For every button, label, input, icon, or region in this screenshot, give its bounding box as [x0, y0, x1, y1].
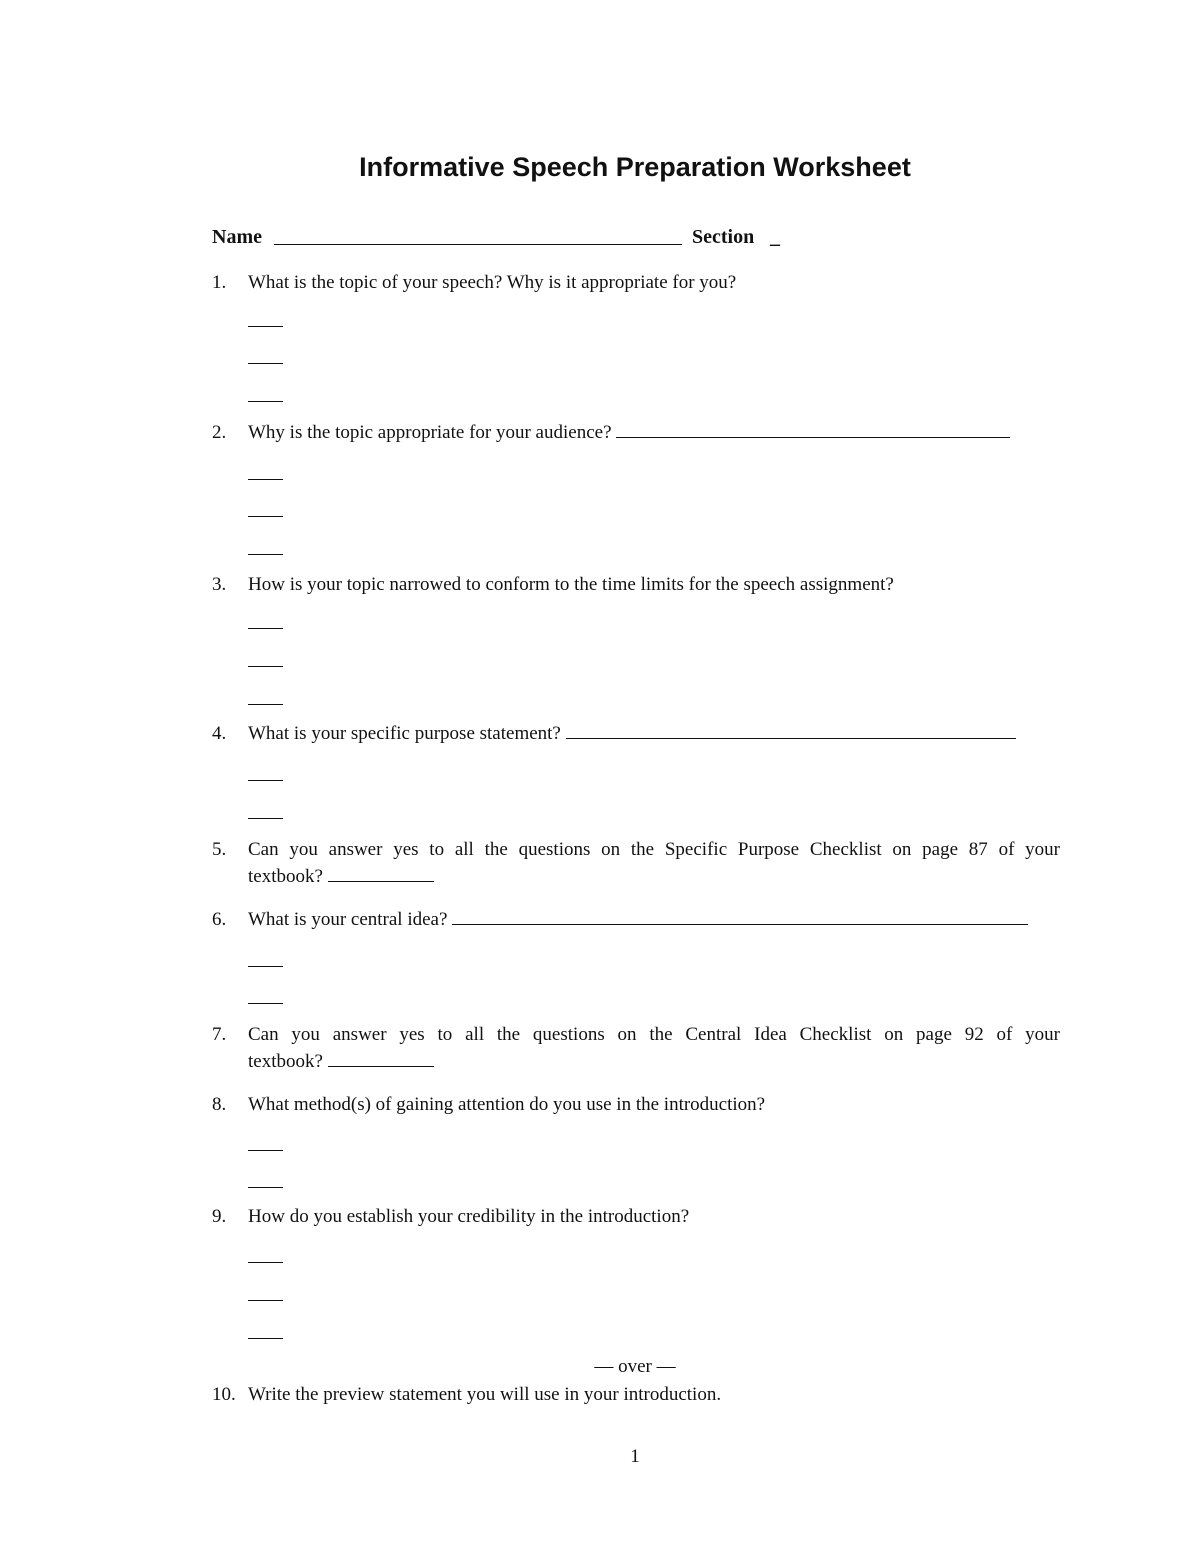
- answer-line[interactable]: [566, 722, 1016, 739]
- question-text: What is your specific purpose statement?: [248, 723, 561, 744]
- question-number: 5.: [212, 839, 227, 860]
- name-label: Name: [212, 226, 262, 248]
- question-text: How is your topic narrowed to conform to the time limits for the speech assignment?: [248, 574, 894, 595]
- answer-line[interactable]: [328, 1050, 434, 1067]
- question-number: 7.: [212, 1024, 227, 1045]
- question-text: Write the preview statement you will use in your introduction.: [248, 1384, 722, 1405]
- page-title: Informative Speech Preparation Worksheet: [359, 152, 911, 182]
- question-number: 4.: [212, 723, 227, 744]
- over-indicator: — over —: [594, 1356, 676, 1377]
- question-text: Can you answer yes to all the questions on the Central Idea Checklist on page 92 of your: [248, 1024, 1060, 1045]
- answer-line[interactable]: [452, 908, 1028, 925]
- answer-line[interactable]: [248, 704, 283, 705]
- answer-line[interactable]: [248, 1262, 283, 1263]
- question-number: 3.: [212, 574, 227, 595]
- answer-line[interactable]: [248, 479, 283, 480]
- question-text: What method(s) of gaining attention do you use in the introduction?: [248, 1094, 766, 1115]
- question-number: 10.: [212, 1384, 236, 1405]
- question-text: How do you establish your credibility in the introduction?: [248, 1206, 690, 1227]
- question-text-continued: textbook?: [248, 866, 323, 887]
- answer-line[interactable]: [248, 516, 283, 517]
- answer-line[interactable]: [248, 401, 283, 402]
- answer-line[interactable]: [248, 1187, 283, 1188]
- question-text: Can you answer yes to all the questions on the Specific Purpose Checklist on page 87 of your: [248, 839, 1060, 860]
- question-number: 2.: [212, 422, 227, 443]
- answer-line[interactable]: [328, 865, 434, 882]
- answer-line[interactable]: [248, 628, 283, 629]
- answer-line[interactable]: [248, 363, 283, 364]
- question-number: 1.: [212, 272, 227, 293]
- answer-line[interactable]: [248, 666, 283, 667]
- answer-line[interactable]: [248, 966, 283, 967]
- answer-line[interactable]: [616, 421, 1010, 438]
- name-field[interactable]: [274, 244, 682, 245]
- answer-line[interactable]: [248, 1003, 283, 1004]
- answer-line[interactable]: [248, 818, 283, 819]
- answer-line[interactable]: [248, 780, 283, 781]
- answer-line[interactable]: [248, 1300, 283, 1301]
- question-text: What is your central idea?: [248, 909, 448, 930]
- section-field[interactable]: _: [770, 226, 780, 248]
- question-text-continued: textbook?: [248, 1051, 323, 1072]
- answer-line[interactable]: [248, 1338, 283, 1339]
- page-number: 1: [630, 1446, 640, 1467]
- question-text: What is the topic of your speech? Why is it appropriate for you?: [248, 272, 737, 293]
- answer-line[interactable]: [248, 326, 283, 327]
- answer-line[interactable]: [248, 554, 283, 555]
- question-number: 9.: [212, 1206, 227, 1227]
- question-number: 8.: [212, 1094, 227, 1115]
- section-label: Section: [692, 226, 755, 248]
- answer-line[interactable]: [248, 1150, 283, 1151]
- name-section-row: [212, 222, 1072, 252]
- question-text: Why is the topic appropriate for your audience?: [248, 422, 612, 443]
- question-number: 6.: [212, 909, 227, 930]
